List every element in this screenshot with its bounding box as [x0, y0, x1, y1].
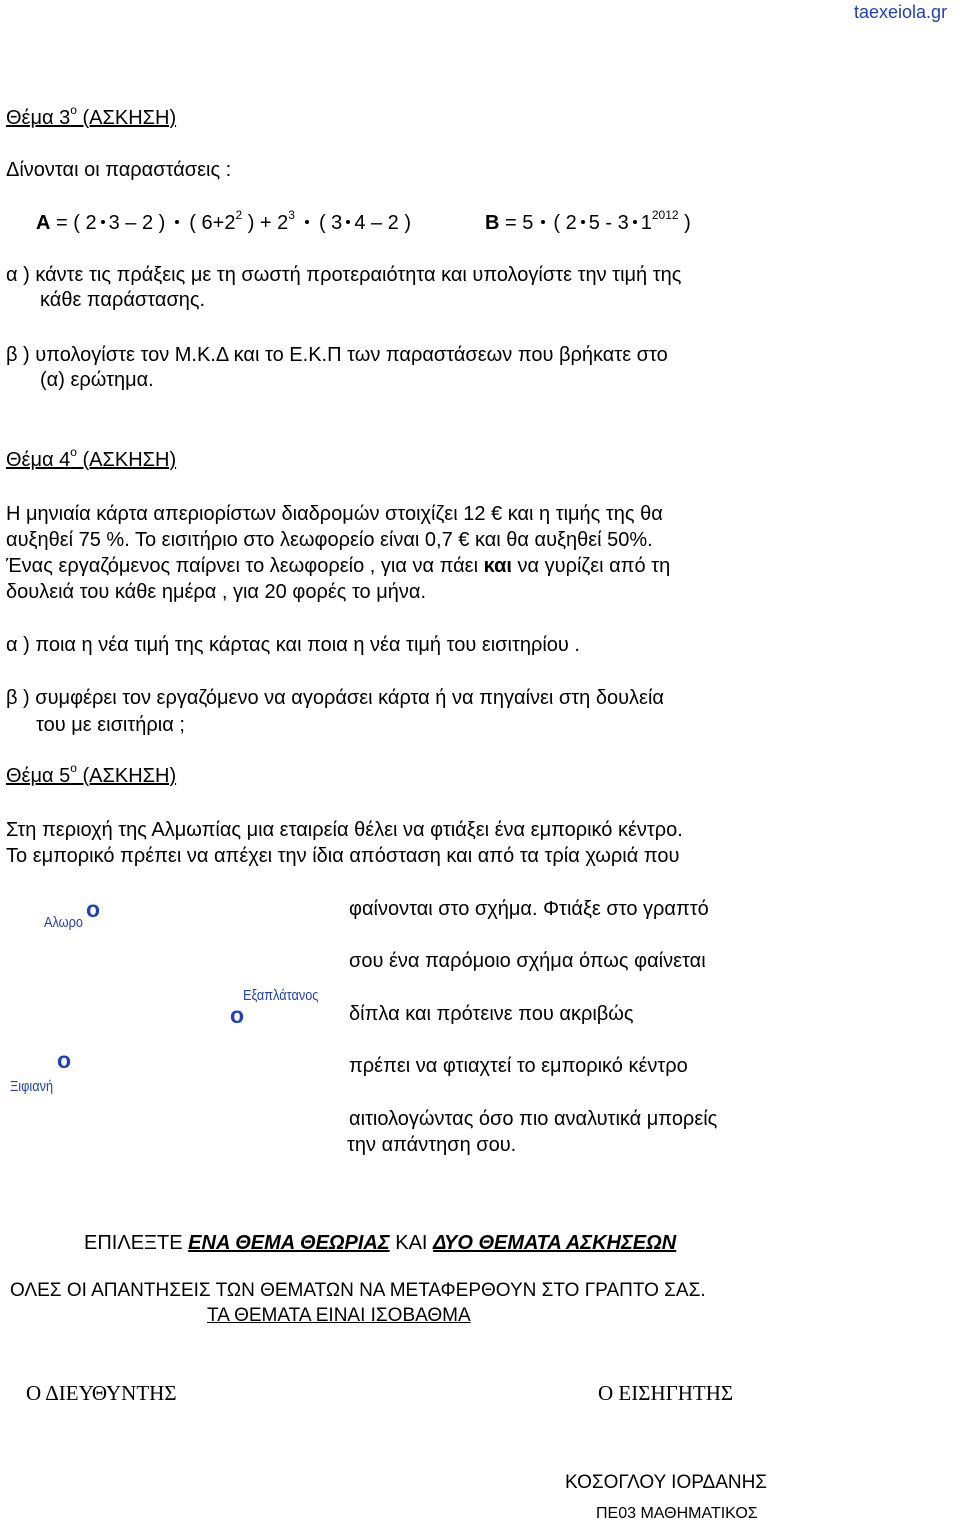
expr-a-label: Α: [36, 212, 51, 234]
theme4-question-b-cont: του με εισιτήρια ;: [36, 714, 185, 736]
expr-b-part: 5 - 3: [588, 212, 629, 234]
village-label-aloro: Αλωρο: [44, 914, 83, 931]
village-marker-aloro: ο: [86, 896, 101, 922]
theme3-title-post: (ΑΣΚΗΣΗ): [76, 107, 177, 129]
theme4-question-a: α ) ποια η νέα τιμή της κάρτας και ποια η νέα τιμή του εισιτηρίου .: [6, 634, 580, 656]
multiply-dot: [305, 220, 309, 224]
multiply-dot: [346, 220, 350, 224]
theme3-intro: Δίνονται οι παραστάσεις :: [6, 159, 232, 181]
exponent: 2: [235, 208, 243, 222]
site-watermark: taexeiola.gr: [854, 2, 948, 22]
expr-b-part: ): [678, 212, 691, 234]
multiply-dot: [175, 220, 179, 224]
theme4-text-line: [6, 554, 670, 578]
expression-a: [36, 208, 412, 235]
exponent: 3: [288, 208, 295, 222]
choose-mid: ΚΑΙ: [389, 1232, 434, 1254]
teacher-name: ΚΟΣΟΓΛΟΥ ΙΟΡΔΑΝΗΣ: [565, 1472, 768, 1493]
theme4-text-line: Η μηνιαία κάρτα απεριορίστων διαδρομών στοιχίζει 12 € και η τιμής της θα: [6, 503, 663, 525]
expr-a-part: = ( 2: [50, 212, 97, 234]
multiply-dot: [633, 220, 637, 224]
theme4-line3-pre: Ένας εργαζόμενος παίρνει το λεωφορείο , για να πάει: [6, 555, 484, 577]
theme5-right-line: δίπλα και πρότεινε που ακριβώς: [349, 1003, 634, 1025]
expression-b: [485, 208, 691, 235]
theme5-right-line: αιτιολογώντας όσο πιο αναλυτικά μπορείς: [349, 1108, 718, 1130]
expr-a-part: 4 – 2 ): [354, 212, 412, 234]
theme4-text-line: δουλειά του κάθε ημέρα , για 20 φορές το μήνα.: [6, 581, 426, 603]
theme3-question-a: α ) κάντε τις πράξεις με τη σωστή προτεραιότητα και υπολογίστε την τιμή της: [6, 264, 682, 286]
expr-b-part: 1: [640, 212, 652, 234]
theme4-line3-post: να γυρίζει από τη: [511, 555, 671, 577]
village-label-xifiani: Ξιφιανή: [10, 1078, 54, 1095]
theme3-title: [6, 103, 177, 130]
village-marker-xifiani: ο: [57, 1047, 72, 1073]
expr-b-part: ( 2: [553, 212, 577, 234]
theme3-question-b: β ) υπολογίστε τον Μ.Κ.Δ και το Ε.Κ.Π των παραστάσεων που βρήκατε στο: [6, 344, 668, 366]
theme3-question-a-cont: κάθε παράστασης.: [40, 289, 206, 311]
theme4-title: [6, 445, 177, 472]
choose-exercises: [433, 1232, 676, 1254]
examiner-signature: Ο ΕΙΣΗΓΗΤΗΣ: [598, 1381, 734, 1405]
director-signature: Ο ΔΙΕΥΘΥΝΤΗΣ: [26, 1381, 177, 1405]
equal-weight-notice: ΤΑ ΘΕΜΑΤΑ ΕΙΝΑΙ ΙΣΟΒΑΘΜΑ: [207, 1305, 471, 1326]
theme5-title-sup: ο: [70, 761, 77, 775]
choose-exercises-text: ΔΥΟ ΘΕΜΑΤΑ ΑΣΚΗΣΕΩΝ: [433, 1232, 677, 1254]
theme4-line3-bold: και: [483, 555, 512, 577]
village-marker-exaplatanos: ο: [230, 1002, 245, 1028]
theme5-right-line: σου ένα παρόμοιο σχήμα όπως φαίνεται: [349, 950, 706, 972]
theme5-title-text: Θέμα 5: [6, 765, 71, 787]
choose-instructions: [84, 1231, 676, 1255]
theme4-title-post: (ΑΣΚΗΣΗ): [76, 449, 177, 471]
theme5-title-post: (ΑΣΚΗΣΗ): [76, 765, 177, 787]
multiply-dot: [101, 220, 105, 224]
theme3-title-text: Θέμα 3: [6, 107, 71, 129]
theme5-right-line: φαίνονται στο σχήμα. Φτιάξε στο γραπτό: [349, 898, 709, 920]
expr-a-part: ( 6+2: [189, 212, 236, 234]
expr-a-part: ( 3: [318, 212, 343, 234]
theme4-title-sup: ο: [70, 445, 77, 459]
theme5-text-line: Στη περιοχή της Αλμωπίας μια εταιρεία θέλει να φτιάξει ένα εμπορικό κέντρο.: [6, 819, 683, 841]
multiply-dot: [581, 220, 585, 224]
theme5-right-line: πρέπει να φτιαχτεί το εμπορικό κέντρο: [349, 1055, 688, 1077]
theme5-text-line: Το εμπορικό πρέπει να απέχει την ίδια απόσταση και από τα τρία χωριά που: [6, 845, 680, 867]
expr-b-part: = 5: [499, 212, 534, 234]
expr-a-part: 3 – 2 ): [108, 212, 166, 234]
theme5-title: [6, 761, 177, 788]
answers-notice: ΟΛΕΣ ΟΙ ΑΠΑΝΤΗΣΕΙΣ ΤΩΝ ΘΕΜΑΤΩΝ ΝΑ ΜΕΤΑΦΕΡΘΟΥΝ ΣΤΟ ΓΡΑΠΤΟ ΣΑΣ.: [10, 1280, 706, 1301]
exponent: 2012: [651, 208, 679, 222]
multiply-dot: [541, 220, 545, 224]
theme3-question-b-cont: (α) ερώτημα.: [40, 369, 154, 391]
choose-pre: ΕΠΙΛΕΞΤΕ: [84, 1232, 189, 1254]
choose-theory: ΕΝΑ ΘΕΜΑ ΘΕΩΡΙΑΣ: [188, 1232, 390, 1254]
expr-b-label: Β: [485, 212, 500, 234]
teacher-role: ΠΕ03 ΜΑΘΗΜΑΤΙΚΟΣ: [596, 1505, 758, 1522]
theme4-question-b: β ) συμφέρει τον εργαζόμενο να αγοράσει κάρτα ή να πηγαίνει στη δουλεία: [6, 687, 664, 709]
village-label-exaplatanos: Εξαπλάτανος: [243, 987, 319, 1004]
theme4-title-text: Θέμα 4: [6, 449, 71, 471]
theme3-title-sup: ο: [70, 103, 77, 117]
expr-a-part: ) + 2: [242, 212, 289, 234]
theme4-text-line: αυξηθεί 75 %. Το εισιτήριο στο λεωφορείο είναι 0,7 € και θα αυξηθεί 50%.: [6, 529, 653, 551]
theme5-right-line: την απάντηση σου.: [347, 1134, 517, 1156]
